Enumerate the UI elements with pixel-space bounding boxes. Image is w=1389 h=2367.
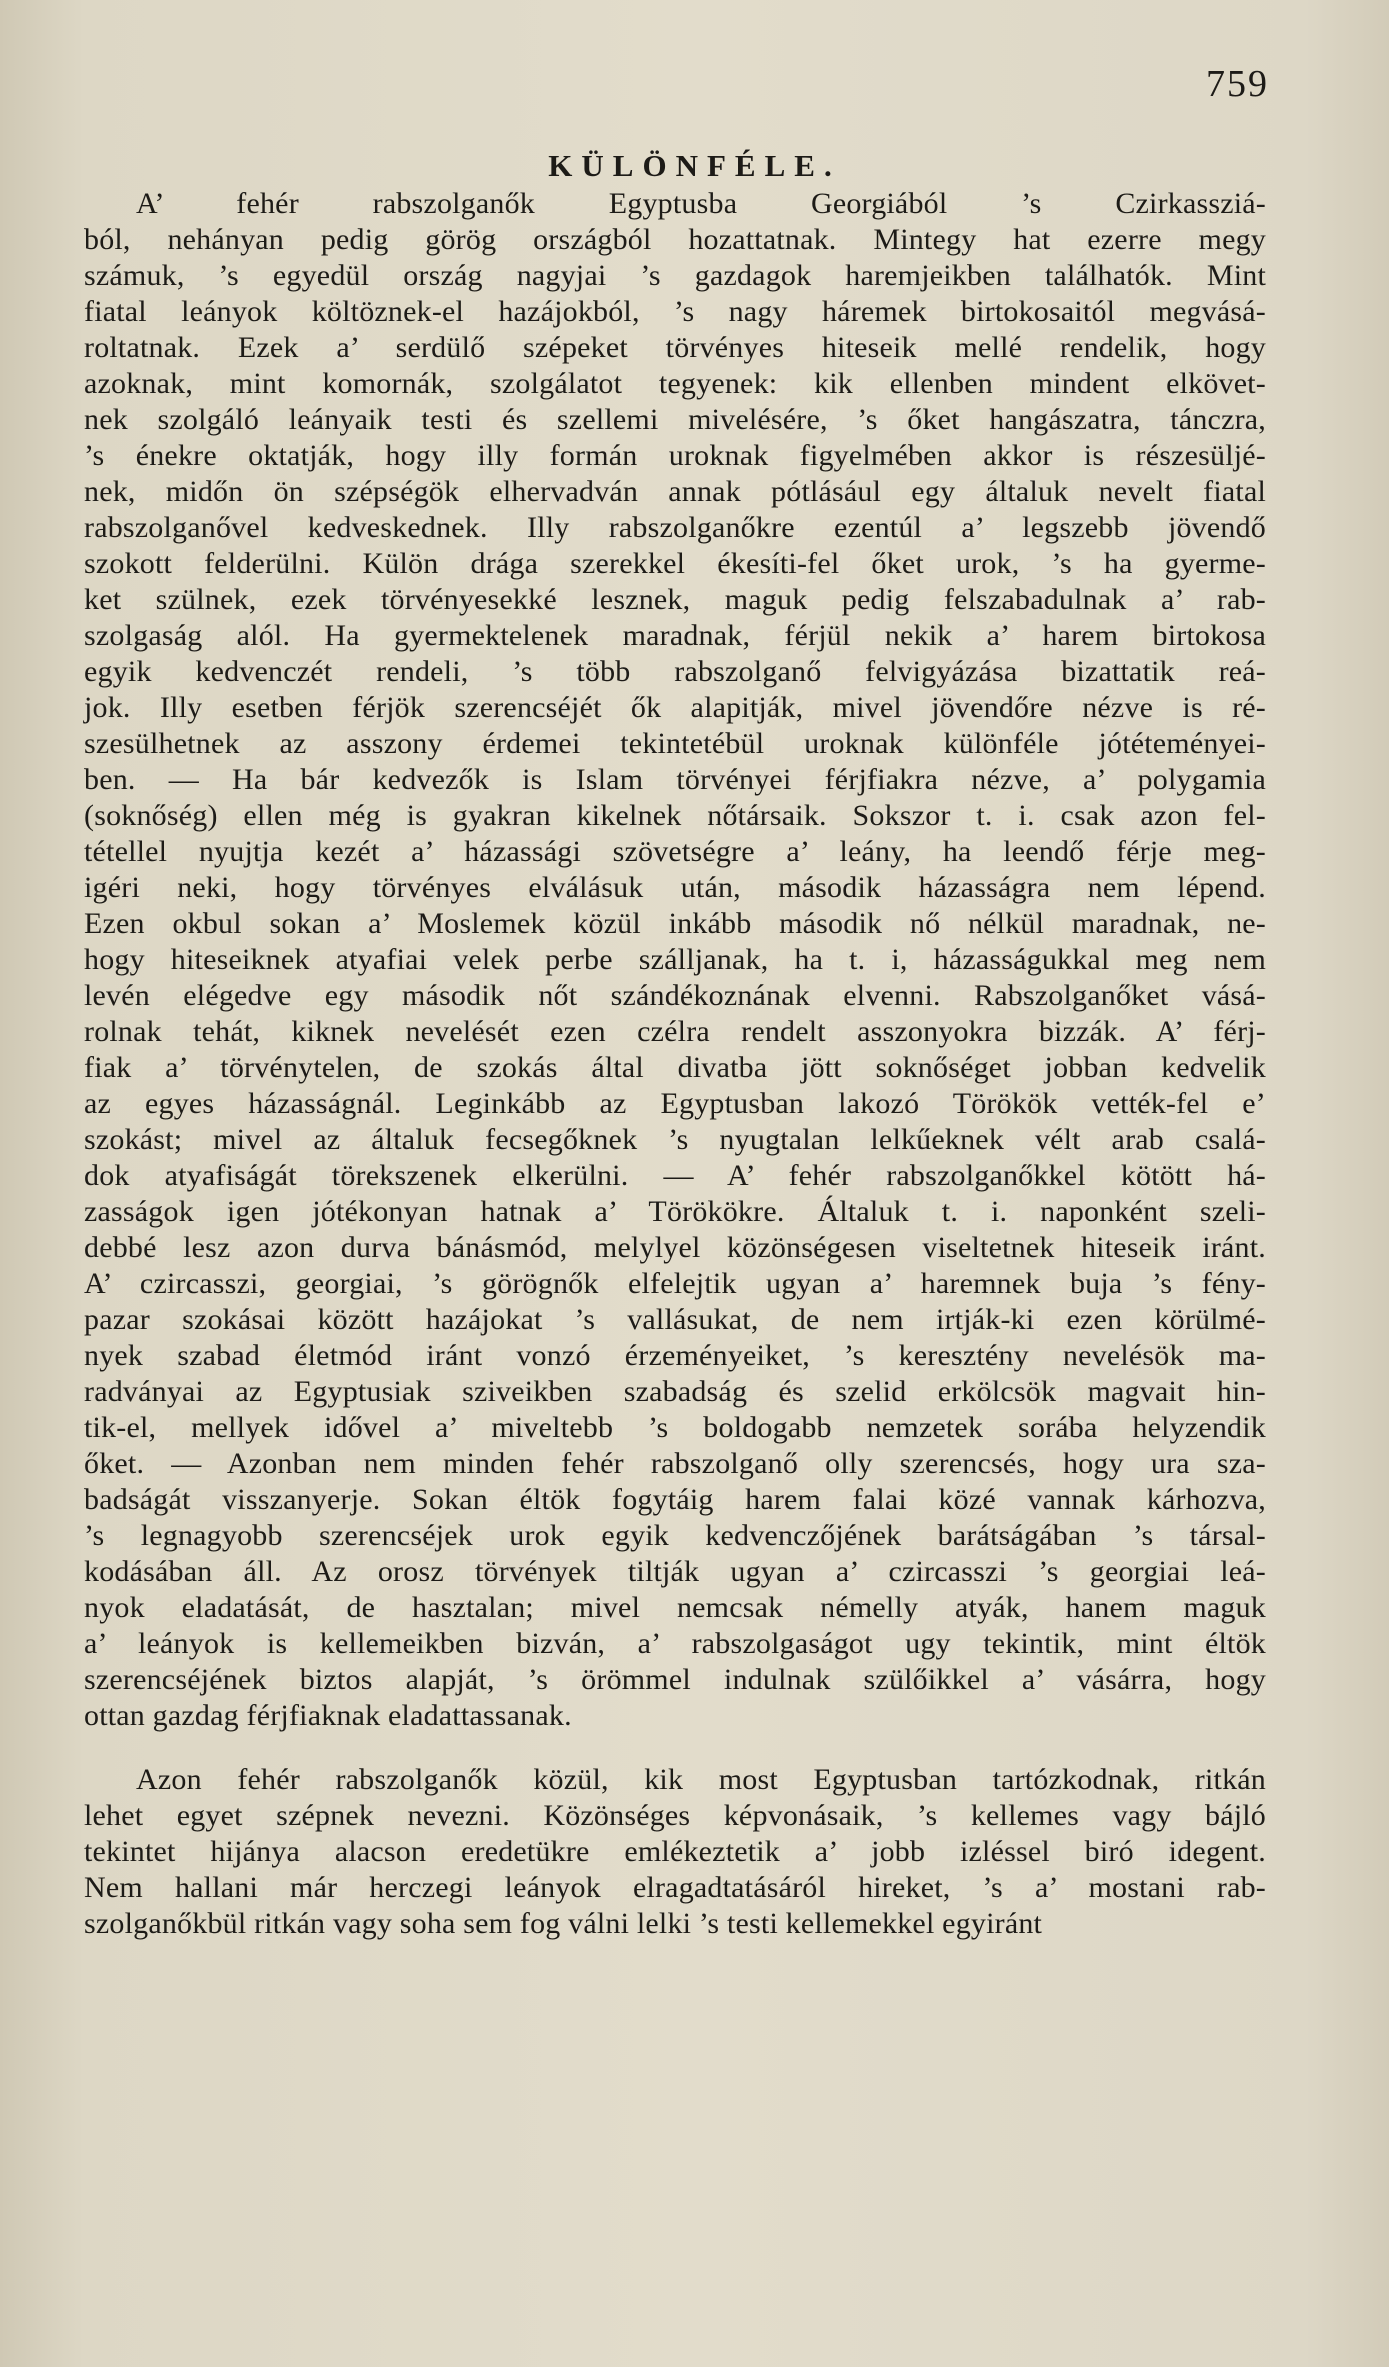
text-line: kodásában áll. Az orosz törvények tiltják ugyan a’ czircasszi ’s georgiai leá- (84, 1555, 1266, 1588)
text-line: Nem hallani már herczegi leányok elragadtatásáról hireket, ’s a’ mostani rab- (84, 1871, 1266, 1904)
text-line: számuk, ’s egyedül ország nagyjai ’s gazdagok haremjeikben találhatók. Mint (84, 259, 1266, 292)
text-line: nek szolgáló leányaik testi és szellemi mivelésére, ’s őket hangászatra, tánczra, (84, 403, 1266, 436)
text-line: Ezen okbul sokan a’ Moslemek közül inkább második nő nélkül maradnak, ne- (84, 907, 1266, 940)
text-line: fiatal leányok költöznek-el hazájokból, ’s nagy háremek birtokosaitól megvásá- (84, 295, 1266, 328)
text-line: szerencséjének biztos alapját, ’s örömmel indulnak szülőikkel a’ vásárra, hogy (84, 1663, 1266, 1696)
paragraph-gap (84, 1734, 1266, 1762)
text-line: szolgaság alól. Ha gyermektelenek maradnak, férjül nekik a’ harem birtokosa (84, 619, 1266, 652)
text-line: szesülhetnek az asszony érdemei tekintetébül uroknak különféle jótéteményei- (84, 727, 1266, 760)
text-line: ben. — Ha bár kedvezők is Islam törvényei férjfiakra nézve, a’ polygamia (84, 763, 1266, 796)
text-line: az egyes házasságnál. Leginkább az Egyptusban lakozó Törökök vették-fel e’ (84, 1087, 1266, 1120)
text-line: badságát visszanyerje. Sokan éltök fogytáig harem falai közé vannak kárhozva, (84, 1483, 1266, 1516)
text-line: Azon fehér rabszolganők közül, kik most Egyptusban tartózkodnak, ritkán (136, 1763, 1266, 1796)
text-line: pazar szokásai között hazájokat ’s vallásukat, de nem irtják-ki ezen körülmé- (84, 1303, 1266, 1336)
text-line: ból, nehányan pedig görög országból hozattatnak. Mintegy hat ezerre megy (84, 223, 1266, 256)
section-heading: KÜLÖNFÉLE. (548, 148, 841, 183)
text-line: A’ fehér rabszolganők Egyptusba Georgiából ’s Czirkassziá- (136, 187, 1266, 220)
text-line: radványai az Egyptusiak sziveikben szabadság és szelid erkölcsök magvait hin- (84, 1375, 1266, 1408)
text-line: ottan gazdag férjfiaknak eladattassanak. (84, 1699, 572, 1732)
body-text (84, 186, 1266, 1942)
text-line: ’s énekre oktatják, hogy illy formán uroknak figyelmében akkor is részesüljé- (84, 439, 1266, 472)
text-line: nek, midőn ön szépségök elhervadván annak pótlásául egy általuk nevelt fiatal (84, 475, 1266, 508)
text-line: azoknak, mint komornák, szolgálatot tegyenek: kik ellenben mindent elkövet- (84, 367, 1266, 400)
text-line: levén elégedve egy második nőt szándékoznának elvenni. Rabszolganőket vásá- (84, 979, 1266, 1012)
text-line: a’ leányok is kellemeikben bizván, a’ rabszolgaságot ugy tekintik, mint éltök (84, 1627, 1266, 1660)
paragraph-2 (84, 1762, 1266, 1942)
text-line: igéri neki, hogy törvényes elválásuk után, második házasságra nem lépend. (84, 871, 1266, 904)
text-line: jok. Illy esetben férjök szerencséjét ők alapitják, mivel jövendőre nézve is ré- (84, 691, 1266, 724)
text-line: debbé lesz azon durva bánásmód, melylyel közönségesen viseltetnek hiteseik iránt. (84, 1231, 1266, 1264)
text-line: tekintet hijánya alacson eredetükre emlékeztetik a’ jobb izléssel biró idegent. (84, 1835, 1266, 1868)
text-line: zasságok igen jótékonyan hatnak a’ Törökökre. Általuk t. i. naponként szeli- (84, 1195, 1266, 1228)
text-line: egyik kedvenczét rendeli, ’s több rabszolganő felvigyázása bizattatik reá- (84, 655, 1266, 688)
text-line: rabszolganővel kedveskednek. Illy rabszolganőkre ezentúl a’ legszebb jövendő (84, 511, 1266, 544)
text-line: ket szülnek, ezek törvényesekké lesznek, maguk pedig felszabadulnak a’ rab- (84, 583, 1266, 616)
page-number: 759 (1206, 63, 1269, 105)
text-line: hogy hiteseiknek atyafiai velek perbe szálljanak, ha t. i, házasságukkal meg nem (84, 943, 1266, 976)
text-line: ’s legnagyobb szerencséjek urok egyik kedvenczőjének barátságában ’s társal- (84, 1519, 1266, 1552)
text-line: A’ czircasszi, georgiai, ’s görögnők elfelejtik ugyan a’ haremnek buja ’s fény- (84, 1267, 1266, 1300)
text-line: rolnak tehát, kiknek nevelését ezen czélra rendelt asszonyokra bizzák. A’ férj- (84, 1015, 1266, 1048)
text-line: tétellel nyujtja kezét a’ házassági szövetségre a’ leány, ha leendő férje meg- (84, 835, 1266, 868)
text-line: fiak a’ törvénytelen, de szokás által divatba jött soknőséget jobban kedvelik (84, 1051, 1266, 1084)
text-line: szokást; mivel az általuk fecsegőknek ’s nyugtalan lelkűeknek vélt arab csalá- (84, 1123, 1266, 1156)
text-line: szolganőkbül ritkán vagy soha sem fog válni lelki ’s testi kellemekkel egyiránt (84, 1907, 1043, 1940)
text-line: nyek szabad életmód iránt vonzó érzeményeiket, ’s keresztény nevelésök ma- (84, 1339, 1266, 1372)
paragraph-1 (84, 186, 1266, 1734)
text-line: (soknőség) ellen még is gyakran kikelnek nőtársaik. Sokszor t. i. csak azon fel- (84, 799, 1266, 832)
text-line: őket. — Azonban nem minden fehér rabszolganő olly szerencsés, hogy ura sza- (84, 1447, 1266, 1480)
text-line: tik-el, mellyek idővel a’ miveltebb ’s boldogabb nemzetek sorába helyzendik (84, 1411, 1266, 1444)
text-line: lehet egyet szépnek nevezni. Közönséges képvonásaik, ’s kellemes vagy bájló (84, 1799, 1266, 1832)
text-line: szokott felderülni. Külön drága szerekkel ékesíti-fel őket urok, ’s ha gyerme- (84, 547, 1266, 580)
text-line: roltatnak. Ezek a’ serdülő szépeket törvényes hiteseik mellé rendelik, hogy (84, 331, 1266, 364)
text-line: nyok eladatását, de hasztalan; mivel nemcsak némelly atyák, hanem maguk (84, 1591, 1266, 1624)
text-line: dok atyafiságát törekszenek elkerülni. — A’ fehér rabszolganőkkel kötött há- (84, 1159, 1266, 1192)
